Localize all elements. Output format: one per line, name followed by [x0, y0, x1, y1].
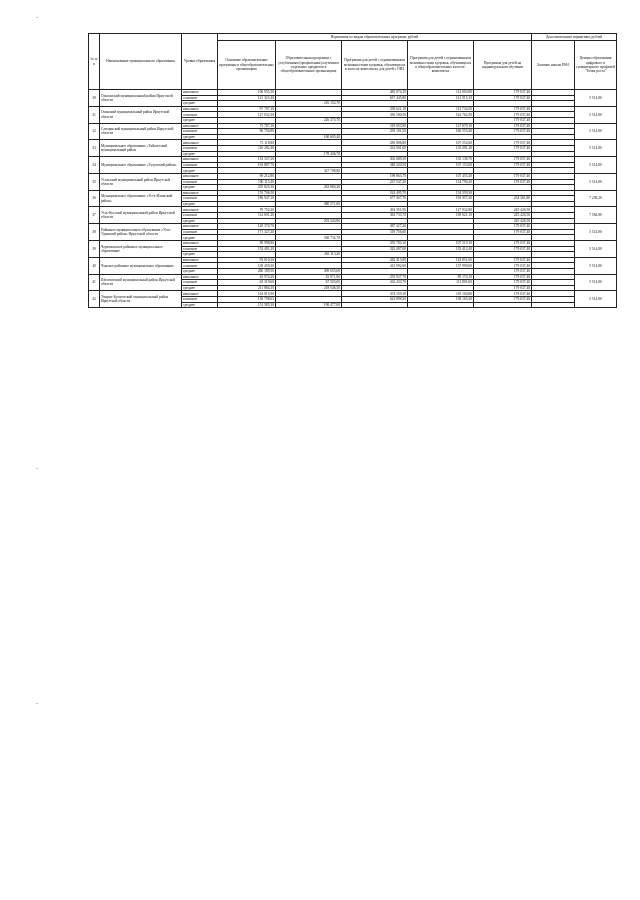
- normative-value: 434 351,90: [342, 207, 408, 213]
- normative-value: 282 413,80: [342, 257, 408, 263]
- header-group-norms: Нормативы по видам образовательных программ, рублей: [218, 34, 532, 41]
- normative-value: 114 691,20: [218, 213, 276, 219]
- row-number: 30: [89, 90, 100, 107]
- normative-value: 265 113,20: [276, 252, 342, 258]
- education-level: среднее: [182, 117, 218, 123]
- education-level: среднее: [182, 252, 218, 258]
- normative-value: 179 037,40: [474, 95, 532, 101]
- normative-value: [532, 302, 575, 308]
- normative-value: 356 500,50: [342, 112, 408, 118]
- normative-value: 179 037,40: [474, 179, 532, 185]
- scan-mark: -: [36, 465, 39, 472]
- normative-value: 89 174,10: [408, 274, 474, 280]
- normative-value: 89 998,80: [218, 241, 276, 247]
- municipality-name: Усть-Кутский муниципальный район Иркутской области: [100, 207, 182, 224]
- normative-value: 116 282,40: [218, 145, 276, 151]
- normative-value: 178 446,70: [276, 151, 342, 157]
- municipality-name: Муниципальное образование «Тулунский район»: [100, 157, 182, 174]
- normative-value: 127 932,80: [408, 207, 474, 213]
- normative-value: 203 344,80: [276, 218, 342, 224]
- normative-value: 130 798,65: [218, 296, 276, 302]
- education-level: основное: [182, 162, 218, 168]
- normative-value: 179 037,40: [474, 140, 532, 146]
- header-col-individual: Программа для детей на индивидуальном обучении: [474, 41, 532, 90]
- normative-value: 102 915,90: [218, 291, 276, 297]
- normative-value: 135 091,20: [408, 145, 474, 151]
- normative-value: 325 287,00: [342, 246, 408, 252]
- growth-point-value: 5 514,80: [575, 257, 617, 274]
- row-number: 31: [89, 106, 100, 123]
- normative-value: 216 152,70: [276, 101, 342, 107]
- growth-point-value: 5 514,80: [575, 173, 617, 190]
- normative-value: 121 323,40: [218, 95, 276, 101]
- growth-point-value: 5 514,80: [575, 241, 617, 258]
- normative-value: 179 037,40: [474, 173, 532, 179]
- row-number: 35: [89, 173, 100, 190]
- education-level: начальное: [182, 257, 218, 263]
- header-group-extra: Дополнительные нормативы, рублей: [532, 34, 617, 41]
- normative-value: 160 605,40: [276, 134, 342, 140]
- row-number: 41: [89, 274, 100, 291]
- header-col-growth-point: Центры образования цифрового и гуманитарного профилей "Точка роста": [575, 41, 617, 90]
- normative-value: 179 037,40: [474, 157, 532, 163]
- normative-value: 127 879,10: [408, 123, 474, 129]
- header-col-ovz-general: Программа для детей с ограниченными возможностями здоровья, обучающихся в общеобразовательных классах-комплектах: [408, 41, 474, 90]
- normative-value: 100 115,40: [218, 179, 276, 185]
- normative-value: 245 426,50: [474, 207, 532, 213]
- education-level: основное: [182, 196, 218, 202]
- education-level: среднее: [182, 285, 218, 291]
- normative-value: 106 955,30: [218, 90, 276, 96]
- normative-value: 198 477,00: [276, 302, 342, 308]
- growth-point-value: 5 514,80: [575, 90, 617, 107]
- normative-value: 125 851,00: [408, 257, 474, 263]
- normative-value: 186 947,10: [218, 196, 276, 202]
- normative-value: 120 370,70: [218, 224, 276, 230]
- education-level: основное: [182, 129, 218, 135]
- scan-mark: -: [36, 700, 39, 707]
- education-level: начальное: [182, 173, 218, 179]
- normative-value: 245 426,50: [474, 213, 532, 219]
- row-number: 38: [89, 224, 100, 241]
- normative-value: 358 621,10: [342, 106, 408, 112]
- normative-value: 330 732,70: [276, 235, 342, 241]
- row-number: 40: [89, 257, 100, 274]
- education-level: начальное: [182, 157, 218, 163]
- growth-point-value: 5 514,80: [575, 224, 617, 241]
- normative-value: 179 037,40: [474, 90, 532, 96]
- normative-value: 107 552,60: [408, 140, 474, 146]
- normative-value: 485 074,10: [342, 90, 408, 96]
- normative-value: 387 327,20: [342, 224, 408, 230]
- normative-value: 193 957,20: [408, 196, 474, 202]
- normative-value: 255 825,30: [218, 185, 276, 191]
- education-level: основное: [182, 213, 218, 219]
- normative-value: 263 884,20: [276, 185, 342, 191]
- education-level: среднее: [182, 151, 218, 157]
- normative-value: 127 032,30: [218, 112, 276, 118]
- normative-value: 135 138,70: [408, 157, 474, 163]
- header-col-basic: Основные образовательные программы в общеобразовательных организациях: [218, 41, 276, 90]
- education-level: основное: [182, 280, 218, 286]
- normative-value: 111 801,60: [408, 280, 474, 286]
- normative-value: 327 708,80: [276, 168, 342, 174]
- header-col-advanced: Образовательная программа с углубленным (профильным) изучением отдельных предметов в общеобразовательных организациях: [276, 41, 342, 90]
- normative-value: 179 037,40: [474, 145, 532, 151]
- education-level: начальное: [182, 274, 218, 280]
- normative-value: 234 361,80: [474, 196, 532, 202]
- normative-value: 163 887,70: [218, 162, 276, 168]
- education-level: начальное: [182, 123, 218, 129]
- normative-value: 151 585,30: [218, 302, 276, 308]
- normative-value: 107 519,10: [408, 241, 474, 247]
- normative-value: 113 734,50: [408, 106, 474, 112]
- education-level: среднее: [182, 302, 218, 308]
- normative-value: 107 455,20: [408, 173, 474, 179]
- normative-value: 78 752,30: [218, 207, 276, 213]
- normative-value: 179 037,40: [474, 162, 532, 168]
- education-level: начальное: [182, 241, 218, 247]
- education-level: начальное: [182, 90, 218, 96]
- normative-value: 198 863,70: [342, 173, 408, 179]
- municipality-name: Муниципальное образование «Усть-Илимский район»: [100, 190, 182, 207]
- normative-value: 139 459,30: [218, 263, 276, 269]
- normative-value: 677 367,70: [342, 196, 408, 202]
- municipality-name: Муниципальное образование «Тайшетский муниципальный район: [100, 140, 182, 157]
- header-level: Уровни образования: [182, 34, 218, 90]
- normatives-table: [88, 33, 617, 308]
- row-number: 42: [89, 291, 100, 308]
- municipality-name: Районное муниципальное образование «Усть-Удинский район» Иркутской области: [100, 224, 182, 241]
- growth-point-value: 7 582,80: [575, 207, 617, 224]
- normative-value: 75 787,10: [218, 123, 276, 129]
- education-level: основное: [182, 145, 218, 151]
- normative-value: 237 547,20: [342, 179, 408, 185]
- normative-value: 179 037,40: [474, 106, 532, 112]
- municipality-name: Шелеховский муниципальный район Иркутской области: [100, 274, 182, 291]
- normative-value: 179 037,40: [474, 112, 532, 118]
- municipality-name: Усольский муниципальный район Иркутской области: [100, 173, 182, 190]
- education-level: основное: [182, 179, 218, 185]
- normative-value: [342, 302, 408, 308]
- normative-value: 142 762,50: [408, 112, 474, 118]
- normative-value: 179 037,40: [474, 246, 532, 252]
- municipality-name: Черемховское районное муниципальное образование: [100, 241, 182, 258]
- normative-value: 93 010,30: [218, 257, 276, 263]
- normative-value: 179 037,40: [474, 117, 532, 123]
- row-number: 34: [89, 157, 100, 174]
- education-level: начальное: [182, 190, 218, 196]
- education-level: основное: [182, 95, 218, 101]
- education-level: среднее: [182, 134, 218, 140]
- normative-value: 167 153,00: [408, 162, 474, 168]
- normative-value: [408, 302, 474, 308]
- row-number: 32: [89, 123, 100, 140]
- header-row-group: [89, 34, 617, 41]
- education-level: среднее: [182, 218, 218, 224]
- growth-point-value: 5 514,80: [575, 157, 617, 174]
- normative-value: 179 037,40: [474, 129, 532, 135]
- normative-value: 97 797,10: [218, 106, 276, 112]
- normative-value: 363 733,70: [342, 213, 408, 219]
- normative-value: 413 992,60: [342, 263, 408, 269]
- normative-value: 285 806,80: [342, 140, 408, 146]
- education-level: среднее: [182, 269, 218, 275]
- normative-value: 179 037,40: [474, 257, 532, 263]
- growth-point-value: 5 514,80: [575, 106, 617, 123]
- education-level: основное: [182, 246, 218, 252]
- row-number: 36: [89, 190, 100, 207]
- normative-value: 355 783,10: [342, 241, 408, 247]
- municipality-name: Слюдянский муниципальный район Иркутской области: [100, 123, 182, 140]
- normative-value: 141 915,10: [408, 95, 474, 101]
- normative-value: 262 433,70: [342, 280, 408, 286]
- normative-value: 179 037,40: [474, 285, 532, 291]
- normative-value: 169 621,10: [408, 213, 474, 219]
- normative-value: 348 320,50: [342, 162, 408, 168]
- header-name: Наименование муниципального образования: [100, 34, 182, 90]
- row-number: 39: [89, 241, 100, 258]
- growth-point-value: 5 514,80: [575, 274, 617, 291]
- education-level: среднее: [182, 185, 218, 191]
- normative-value: 623 898,30: [342, 296, 408, 302]
- normative-value: 157 999,00: [408, 263, 474, 269]
- normative-value: 152 491,20: [218, 246, 276, 252]
- growth-point-value: 5 514,80: [575, 140, 617, 157]
- normative-value: 179 037,40: [474, 274, 532, 280]
- normative-value: 171 327,20: [218, 229, 276, 235]
- normative-value: 211 884,30: [218, 285, 276, 291]
- header-col-ovz-classes: Программа для детей с ограниченными возможностями здоровья, обучающихся в классах-комплектах для детей с ОВЗ: [342, 41, 408, 90]
- header-col-ran: Базовые школы РАН: [532, 41, 575, 90]
- normative-value: 45 971,00: [276, 274, 342, 280]
- scan-mark: -: [36, 14, 39, 21]
- normative-value: 153 706,50: [218, 190, 276, 196]
- normative-value: 179 037,40: [474, 291, 532, 297]
- normative-value: 319 756,60: [342, 229, 408, 235]
- normative-value: 309 655,60: [276, 269, 342, 275]
- normative-value: 112 903,80: [408, 90, 474, 96]
- normative-value: 138 165,40: [408, 296, 474, 302]
- municipality-name: Ольхонский муниципальный район Иркутской области: [100, 90, 182, 107]
- normative-value: 245 426,50: [474, 218, 532, 224]
- normative-value: 179 037,40: [474, 241, 532, 247]
- row-number: 33: [89, 140, 100, 157]
- normative-value: 260 189,50: [218, 269, 276, 275]
- growth-point-value: 7 238,20: [575, 190, 617, 207]
- education-level: основное: [182, 296, 218, 302]
- normative-value: 96 756,80: [218, 129, 276, 135]
- normative-value: 110 104,80: [408, 291, 474, 297]
- normative-value: 255 927,70: [342, 274, 408, 280]
- education-level: основное: [182, 263, 218, 269]
- normative-value: 69 212,80: [218, 173, 276, 179]
- normative-value: 474 159,30: [342, 291, 408, 297]
- normative-value: 302 689,50: [342, 157, 408, 163]
- education-level: начальное: [182, 140, 218, 146]
- normative-value: 524 495,70: [342, 190, 408, 196]
- growth-point-value: 5 514,80: [575, 291, 617, 308]
- normative-value: 179 037,40: [474, 269, 532, 275]
- growth-point-value: 5 514,80: [575, 123, 617, 140]
- normative-value: 179 037,40: [474, 229, 532, 235]
- education-level: начальное: [182, 224, 218, 230]
- education-level: среднее: [182, 101, 218, 107]
- education-level: начальное: [182, 207, 218, 213]
- normative-value: 63 319,60: [218, 280, 276, 286]
- municipality-name: Эхирит-Булагатский муниципальный район Иркутской области: [100, 291, 182, 308]
- normative-value: 226 375,70: [276, 117, 342, 123]
- normative-value: 135 412,40: [408, 246, 474, 252]
- normative-value: 218 546,50: [276, 285, 342, 291]
- normative-value: 293 101,50: [342, 129, 408, 135]
- normative-value: 179 037,40: [474, 280, 532, 286]
- normative-value: 134 790,20: [408, 179, 474, 185]
- education-level: основное: [182, 229, 218, 235]
- normative-value: 133 337,20: [218, 157, 276, 163]
- normative-value: 43 974,20: [218, 274, 276, 280]
- normative-value: [474, 302, 532, 308]
- header-num: № п/п: [89, 34, 100, 90]
- normative-value: 380 571,60: [276, 201, 342, 207]
- education-level: среднее: [182, 235, 218, 241]
- normative-value: 179 037,40: [474, 296, 532, 302]
- table-body: [89, 90, 617, 308]
- normative-value: 179 037,40: [474, 263, 532, 269]
- normative-value: 332 901,00: [342, 145, 408, 151]
- normative-value: 67 503,00: [276, 280, 342, 286]
- normative-value: 166 555,40: [408, 129, 474, 135]
- row-number: 37: [89, 207, 100, 224]
- municipality-name: Чунское районное муниципальное образование: [100, 257, 182, 274]
- normative-value: 154 359,30: [408, 190, 474, 196]
- education-level: основное: [182, 112, 218, 118]
- normative-value: 179 037,40: [474, 224, 532, 230]
- education-level: среднее: [182, 201, 218, 207]
- education-level: начальное: [182, 291, 218, 297]
- education-level: начальное: [182, 106, 218, 112]
- normative-value: 637 445,80: [342, 95, 408, 101]
- normative-value: 319 653,90: [342, 123, 408, 129]
- normatives-table-sheet: [88, 33, 616, 308]
- municipality-name: Осинский муниципальный район Иркутской области: [100, 106, 182, 123]
- normative-value: 73 118,80: [218, 140, 276, 146]
- normative-value: 179 037,40: [474, 123, 532, 129]
- education-level: среднее: [182, 168, 218, 174]
